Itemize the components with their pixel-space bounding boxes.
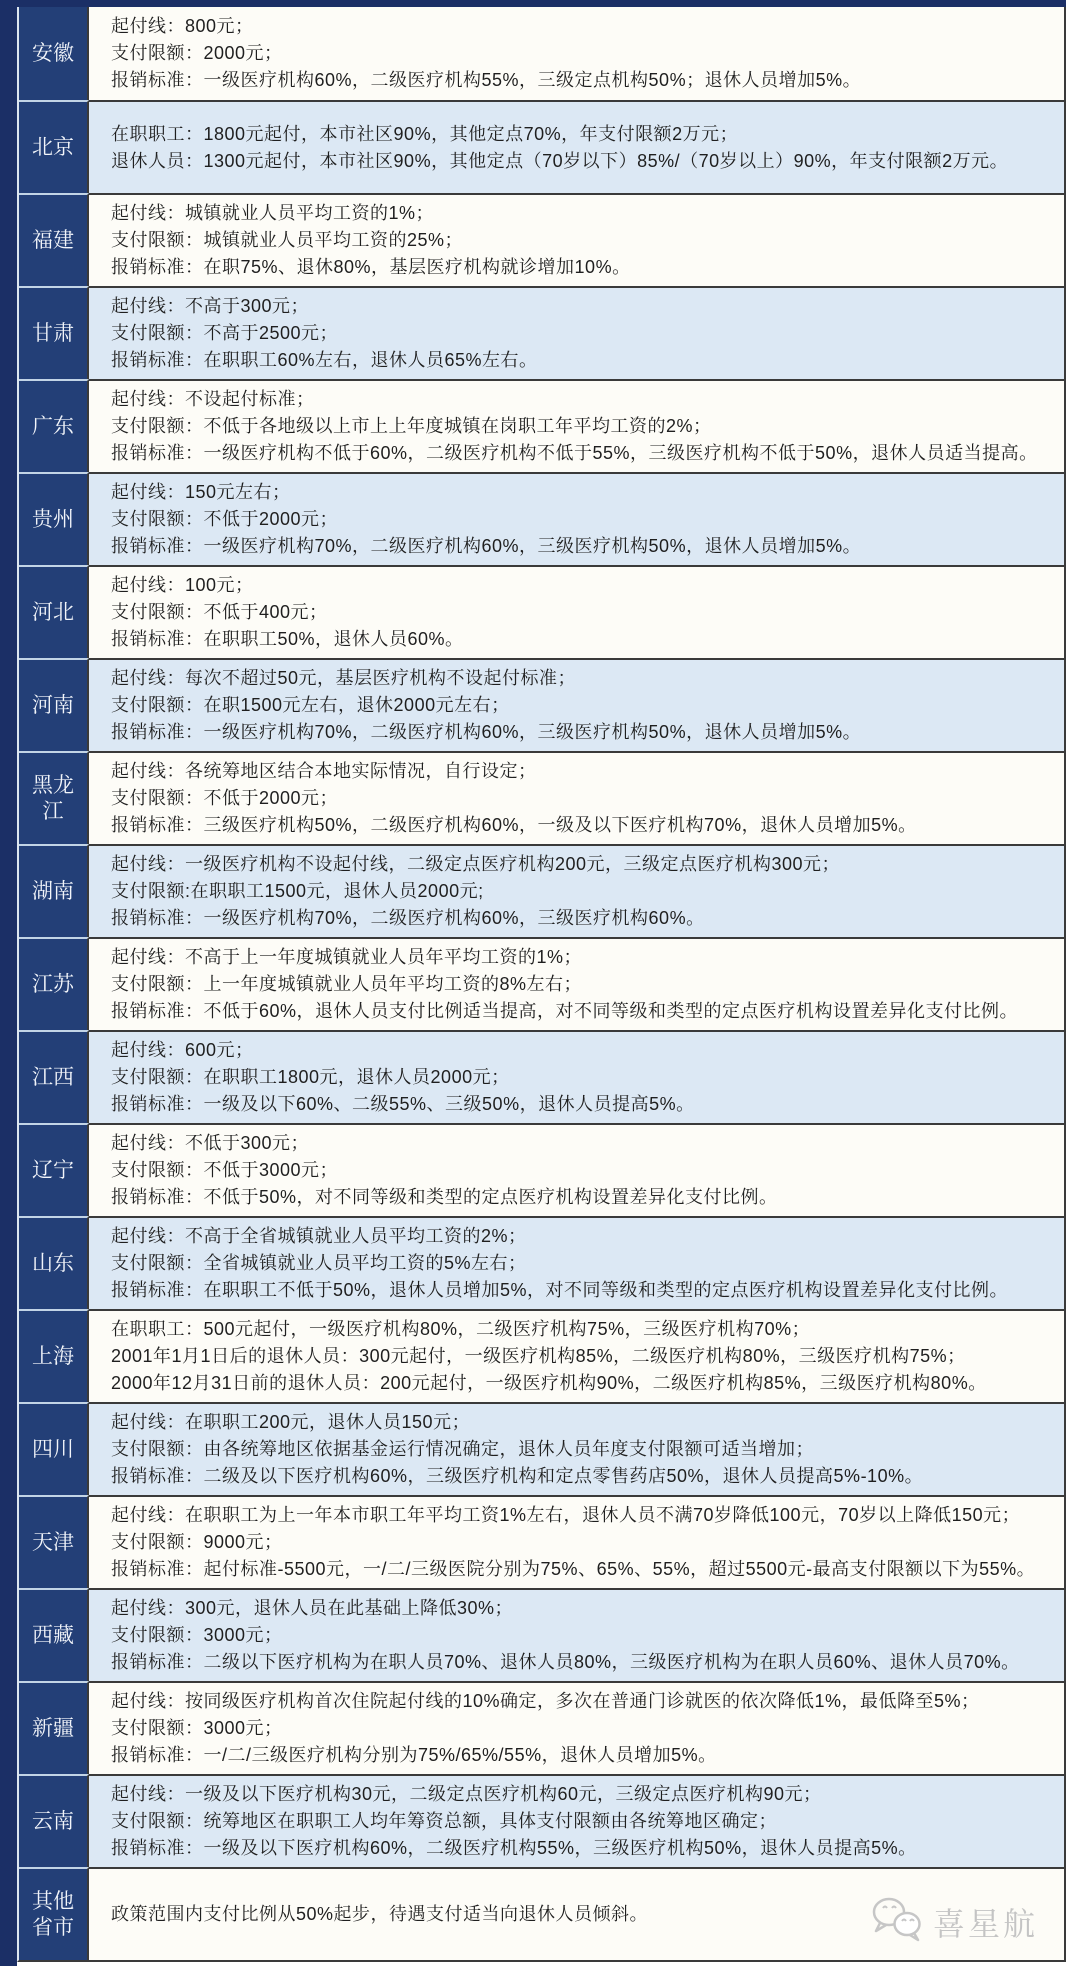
policy-line: 政策范围内支付比例从50%起步，待遇支付适当向退休人员倾斜。 — [111, 1904, 649, 1924]
table-row — [19, 937, 1064, 1030]
table-row — [19, 379, 1064, 472]
policy-line: 报销标准：一级医疗机构60%，二级医疗机构55%，三级定点机构50%；退休人员增加5%。 — [111, 70, 862, 90]
policy-line: 起付线：一级及以下医疗机构30元，二级定点医疗机构60元，三级定点医疗机构90元； — [111, 1784, 822, 1804]
policy-line: 在职职工：500元起付，一级医疗机构80%，二级医疗机构75%，三级医疗机构70%； — [111, 1319, 811, 1339]
policy-line: 支付限额：全省城镇就业人员平均工资的5%左右； — [111, 1253, 527, 1273]
table-row — [19, 1495, 1064, 1588]
top-frame-bar — [0, 0, 1066, 7]
policy-line: 报销标准：在职职工不低于50%，退休人员增加5%，对不同等级和类型的定点医疗机构设置差异化支付比例。 — [111, 1280, 1009, 1300]
table-row — [19, 1030, 1064, 1123]
province-label: 山东 — [19, 1216, 89, 1309]
policy-line: 2000年12月31日前的退休人员：200元起付，一级医疗机构90%，二级医疗机构85%，三级医疗机构80%。 — [111, 1373, 987, 1393]
policy-line: 起付线：150元左右； — [111, 482, 291, 502]
province-label: 四川 — [19, 1402, 89, 1495]
province-label: 上海 — [19, 1309, 89, 1402]
policy-line: 支付限额：2000元； — [111, 43, 283, 63]
policy-line: 支付限额：不低于2000元； — [111, 788, 339, 808]
policy-content-cell — [89, 844, 1064, 937]
province-label: 江西 — [19, 1030, 89, 1123]
policy-content-cell — [89, 1588, 1064, 1681]
policy-line: 报销标准：在职职工50%，退休人员60%。 — [111, 629, 464, 649]
province-label: 黑龙江 — [19, 751, 89, 844]
policy-content-cell — [89, 1216, 1064, 1309]
policy-line: 报销标准：在职75%、退休80%，基层医疗机构就诊增加10%。 — [111, 257, 631, 277]
policy-content-cell — [89, 1309, 1064, 1402]
table-row — [19, 1402, 1064, 1495]
policy-line: 支付限额：3000元； — [111, 1718, 283, 1738]
policy-line: 支付限额：3000元； — [111, 1625, 283, 1645]
table-row — [19, 1681, 1064, 1774]
chat-bubbles-icon — [867, 1894, 925, 1949]
table-row — [19, 565, 1064, 658]
policy-line: 报销标准：不低于60%，退休人员支付比例适当提高，对不同等级和类型的定点医疗机构设置差异化支付比例。 — [111, 1001, 1019, 1021]
province-label: 福建 — [19, 193, 89, 286]
policy-line: 起付线：一级医疗机构不设起付线，二级定点医疗机构200元，三级定点医疗机构300元； — [111, 854, 841, 874]
policy-line: 支付限额：不低于各地级以上市上上年度城镇在岗职工年平均工资的2%； — [111, 416, 712, 436]
policy-line: 起付线：300元，退休人员在此基础上降低30%； — [111, 1598, 514, 1618]
policy-line: 支付限额:在职职工1500元，退休人员2000元; — [111, 881, 484, 901]
table-row — [19, 658, 1064, 751]
policy-content-cell — [89, 1123, 1064, 1216]
province-label: 天津 — [19, 1495, 89, 1588]
province-label: 湖南 — [19, 844, 89, 937]
policy-line: 报销标准：一级及以下60%、二级55%、三级50%，退休人员提高5%。 — [111, 1094, 695, 1114]
policy-content-cell — [89, 1495, 1064, 1588]
policy-line: 报销标准：一级医疗机构70%，二级医疗机构60%，三级医疗机构50%，退休人员增加5%。 — [111, 722, 862, 742]
watermark — [867, 1894, 1038, 1949]
policy-content-cell — [89, 7, 1064, 100]
policy-line: 起付线：600元； — [111, 1040, 254, 1060]
province-label: 云南 — [19, 1774, 89, 1867]
policy-content-cell — [89, 472, 1064, 565]
policy-content-cell — [89, 937, 1064, 1030]
policy-content-cell — [89, 1774, 1064, 1867]
watermark-label: 喜星航 — [932, 1905, 1038, 1942]
policy-line: 报销标准：在职职工60%左右，退休人员65%左右。 — [111, 350, 538, 370]
policy-line: 起付线：100元； — [111, 575, 254, 595]
policy-line: 报销标准：二级及以下医疗机构60%，三级医疗机构和定点零售药店50%，退休人员提高5%-10%。 — [111, 1466, 924, 1486]
table-row — [19, 844, 1064, 937]
province-label: 安徽 — [19, 7, 89, 100]
policy-line: 支付限额：不低于3000元； — [111, 1160, 339, 1180]
policy-line: 退休人员：1300元起付，本市社区90%，其他定点（70岁以下）85%/（70岁以上）90%，年支付限额2万元。 — [111, 150, 1009, 171]
policy-line: 报销标准：起付标准-5500元，一/二/三级医院分别为75%、65%、55%，超过5500元-最高支付限额以下为55%。 — [111, 1559, 1036, 1579]
policy-content-cell — [89, 565, 1064, 658]
policy-line: 报销标准：一/二/三级医疗机构分别为75%/65%/55%，退休人员增加5%。 — [111, 1745, 717, 1765]
policy-line: 支付限额：统筹地区在职职工人均年筹资总额，具体支付限额由各统筹地区确定； — [111, 1811, 777, 1831]
province-label: 其他省市 — [19, 1867, 89, 1960]
policy-content-cell — [89, 286, 1064, 379]
table-row — [19, 286, 1064, 379]
province-label: 河南 — [19, 658, 89, 751]
province-label: 甘肃 — [19, 286, 89, 379]
policy-line: 支付限额：不低于2000元； — [111, 509, 339, 529]
policy-line: 支付限额：9000元； — [111, 1532, 283, 1552]
policy-content-cell — [89, 193, 1064, 286]
policy-line: 起付线：不高于上一年度城镇就业人员年平均工资的1%； — [111, 947, 583, 967]
policy-line: 报销标准：二级以下医疗机构为在职人员70%、退休人员80%，三级医疗机构为在职人员60%、退休人员70%。 — [111, 1652, 1020, 1672]
table-row — [19, 193, 1064, 286]
province-label: 河北 — [19, 565, 89, 658]
table-row — [19, 1309, 1064, 1402]
policy-line: 报销标准：一级医疗机构不低于60%，二级医疗机构不低于55%，三级医疗机构不低于50%，退休人员适当提高。 — [111, 443, 1038, 463]
policy-line: 起付线：在职职工200元，退休人员150元； — [111, 1412, 471, 1432]
policy-line: 支付限额：在职1500元左右，退休2000元左右； — [111, 695, 510, 715]
policy-line: 起付线：城镇就业人员平均工资的1%； — [111, 203, 435, 223]
policy-line: 支付限额：由各统筹地区依据基金运行情况确定，退休人员年度支付限额可适当增加； — [111, 1439, 814, 1459]
province-policy-table — [17, 7, 1066, 1962]
province-label: 新疆 — [19, 1681, 89, 1774]
policy-content-cell — [89, 658, 1064, 751]
table-row — [19, 1774, 1064, 1867]
policy-line: 起付线：按同级医疗机构首次住院起付线的10%确定，多次在普通门诊就医的依次降低1%，最低降至5%； — [111, 1691, 980, 1711]
province-label: 贵州 — [19, 472, 89, 565]
policy-line: 起付线：在职职工为上一年本市职工年平均工资1%左右，退休人员不满70岁降低100元，70岁以上降低150元； — [111, 1505, 1021, 1525]
policy-line: 报销标准：一级医疗机构70%，二级医疗机构60%，三级医疗机构60%。 — [111, 908, 705, 928]
policy-line: 报销标准：一级及以下医疗机构60%，二级医疗机构55%，三级医疗机构50%，退休人员提高5%。 — [111, 1838, 917, 1858]
policy-line: 起付线：各统筹地区结合本地实际情况，自行设定； — [111, 761, 537, 781]
policy-content-cell — [89, 1030, 1064, 1123]
province-label: 西藏 — [19, 1588, 89, 1681]
policy-line: 在职职工：1800元起付，本市社区90%，其他定点70%，年支付限额2万元； — [111, 123, 739, 144]
table-row — [19, 751, 1064, 844]
table-row — [19, 1588, 1064, 1681]
table-row — [19, 100, 1064, 193]
policy-line: 起付线：不高于全省城镇就业人员平均工资的2%； — [111, 1226, 527, 1246]
policy-line: 起付线：不高于300元； — [111, 296, 310, 316]
policy-line: 报销标准：不低于50%，对不同等级和类型的定点医疗机构设置差异化支付比例。 — [111, 1187, 778, 1207]
province-label: 江苏 — [19, 937, 89, 1030]
table-row — [19, 1123, 1064, 1216]
policy-line: 报销标准：三级医疗机构50%，二级医疗机构60%，一级及以下医疗机构70%，退休人员增加5%。 — [111, 815, 917, 835]
table-row — [19, 472, 1064, 565]
policy-content-cell — [89, 100, 1064, 193]
policy-line: 起付线：每次不超过50元，基层医疗机构不设起付标准； — [111, 668, 577, 688]
province-label: 辽宁 — [19, 1123, 89, 1216]
policy-line: 报销标准：一级医疗机构70%，二级医疗机构60%，三级医疗机构50%，退休人员增加5%。 — [111, 536, 862, 556]
province-label: 广东 — [19, 379, 89, 472]
policy-line: 支付限额：上一年度城镇就业人员年平均工资的8%左右； — [111, 974, 583, 994]
policy-line: 支付限额：在职职工1800元，退休人员2000元； — [111, 1067, 510, 1087]
policy-content-cell — [89, 1681, 1064, 1774]
policy-line: 起付线：不设起付标准； — [111, 389, 315, 409]
province-label: 北京 — [19, 100, 89, 193]
left-frame-strip — [0, 0, 17, 1966]
policy-line: 支付限额：城镇就业人员平均工资的25%； — [111, 230, 464, 250]
policy-content-cell — [89, 1402, 1064, 1495]
policy-line: 起付线：不低于300元； — [111, 1133, 310, 1153]
table-row — [19, 1216, 1064, 1309]
policy-content-cell — [89, 751, 1064, 844]
policy-line: 起付线：800元； — [111, 16, 254, 36]
policy-line: 支付限额：不低于400元； — [111, 602, 328, 622]
table-row — [19, 7, 1064, 100]
policy-line: 支付限额：不高于2500元； — [111, 323, 339, 343]
policy-content-cell — [89, 379, 1064, 472]
policy-line: 2001年1月1日后的退休人员：300元起付，一级医疗机构85%，二级医疗机构80%，三级医疗机构75%； — [111, 1346, 966, 1366]
